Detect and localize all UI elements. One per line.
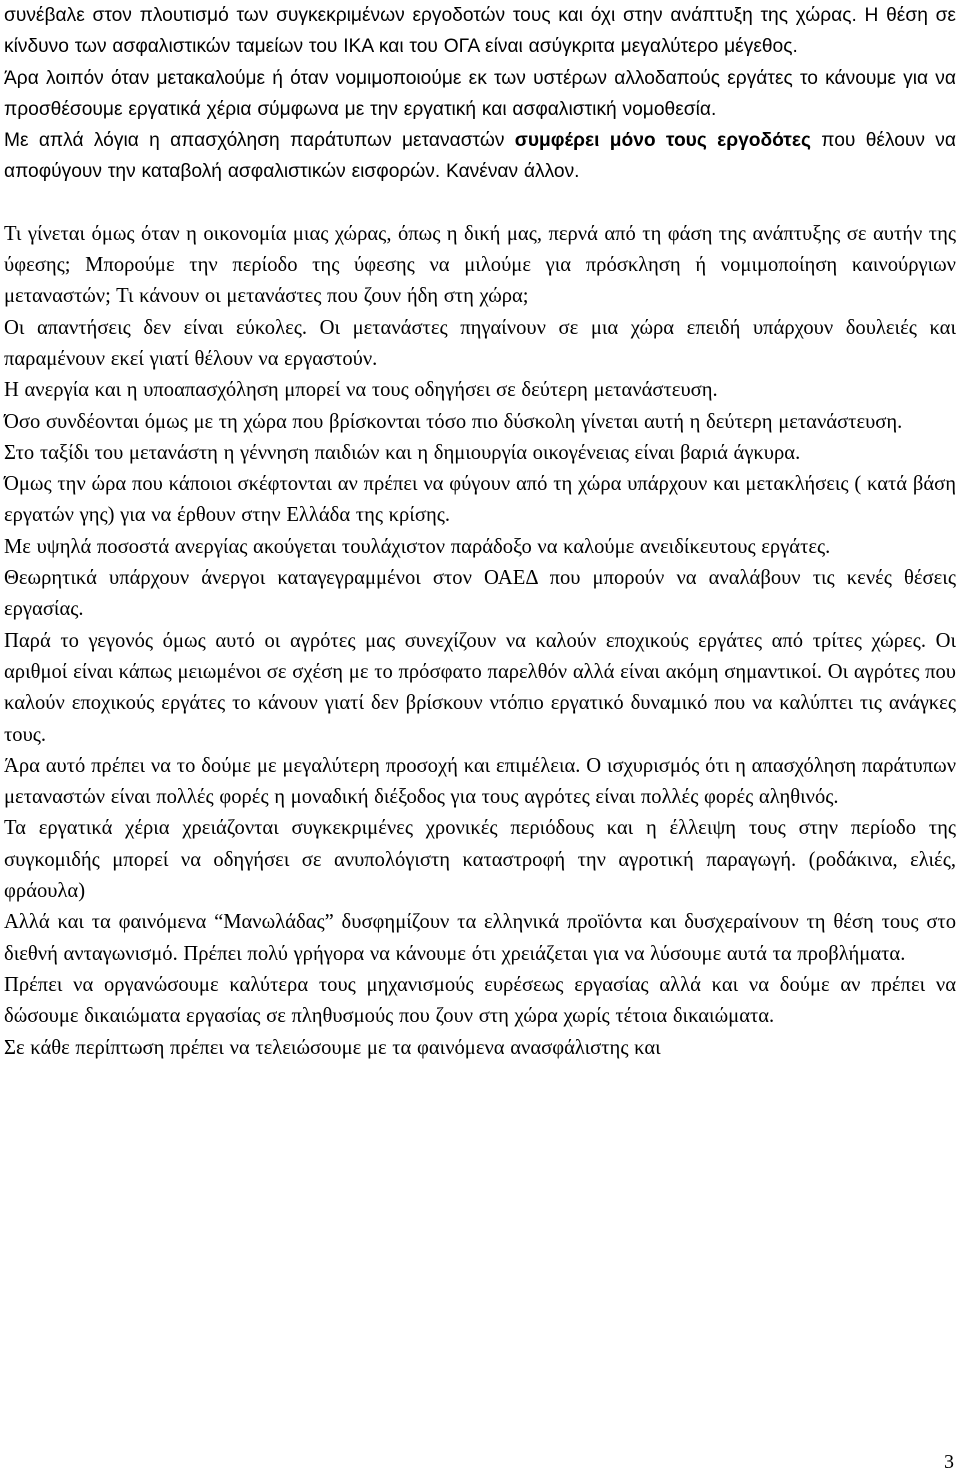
paragraph-17: Σε κάθε περίπτωση πρέπει να τελειώσουμε με τα φαινόμενα ανασφάλιστης και <box>4 1036 661 1059</box>
paragraph-14: Τα εργατικά χέρια χρειάζονται συγκεκριμένες χρονικές περιόδους και η έλλειψη τους στην περίοδο της συγκομιδής μπορεί να οδηγήσει σε ανυπολόγιστη καταστροφή την αγροτική παραγωγή. (ροδάκινα, ελιές, φράουλα) <box>4 817 956 903</box>
paragraph-7: Όσο συνδέονται όμως με τη χώρα που βρίσκονται τόσο πιο δύσκολη γίνεται αυτή η δεύτερη μετανάστευση. <box>4 410 903 433</box>
paragraph-6: Η ανεργία και η υποαπασχόληση μπορεί να τους οδηγήσει σε δεύτερη μετανάστευση. <box>4 379 718 402</box>
paragraph-4: Τι γίνεται όμως όταν η οικονομία μιας χώρας, όπως η δική μας, περνά από τη φάση της ανάπτυξης σε αυτήν της ύφεσης; Μπορούμε την περίοδο της ύφεσης να μιλούμε για πρόσκληση ή νομιμοποίηση καινούργιων μεταναστών; Τι κάνουν οι μετανάστες που ζουν ήδη στη χώρα; <box>4 222 956 308</box>
paragraph-3 <box>4 125 956 188</box>
paragraph-16: Πρέπει να οργανώσουμε καλύτερα τους μηχανισμούς ευρέσεως εργασίας αλλά και να δούμε αν πρέπει να δώσουμε δικαιώματα εργασίας σε πληθυσμούς που ζουν στη χώρα χωρίς τέτοια δικαιώματα. <box>4 973 956 1028</box>
paragraph-3-bold: συμφέρει μόνο τους εργοδότες <box>514 130 811 152</box>
paragraph-2: Άρα λοιπόν όταν μετακαλούμε ή όταν νομιμοποιούμε εκ των υστέρων αλλοδαπούς εργάτες το κάνουμε για να προσθέσουμε εργατικά χέρια σύμφωνα με την εργατική και ασφαλιστική νομοθεσία. <box>4 67 956 120</box>
paragraph-15: Αλλά και τα φαινόμενα “Μανωλάδας” δυσφημίζουν τα ελληνικά προϊόντα και δυσχεραίνουν τη θέση τους στο διεθνή ανταγωνισμό. Πρέπει πολύ γρήγορα να κάνουμε ότι χρειάζεται για να λύσουμε αυτά τα προβλήματα. <box>4 911 956 965</box>
paragraph-12: Παρά το γεγονός όμως αυτό οι αγρότες μας συνεχίζουν να καλούν εποχικούς εργάτες από τρίτες χώρες. Οι αριθμοί είναι κάπως μειωμένοι σε σχέση με το πρόσφατο παρελθόν αλλά είναι ακόμη σημαντικοί. Οι αγρότες που καλούν εποχικούς εργάτες το κάνουν γιατί δεν βρίσκουν ντόπιο εργατικό δυναμικό που να καλύπτει τις ανάγκες τους. <box>4 629 956 746</box>
paragraph-11: Θεωρητικά υπάρχουν άνεργοι καταγεγραμμένοι στον ΟΑΕΔ που μπορούν να αναλάβουν τις κενές θέσεις εργασίας. <box>4 567 956 621</box>
document-body <box>4 0 956 1064</box>
paragraph-3-start: Με απλά λόγια η απασχόληση παράτυπων μεταναστών <box>4 130 515 152</box>
paragraph-3-end: που θέλουν να αποφύγουν την καταβολή ασφαλιστικών εισφορών. Κανέναν άλλον. <box>4 130 956 183</box>
paragraph-10: Με υψηλά ποσοστά ανεργίας ακούγεται τουλάχιστον παράδοξο να καλούμε ανειδίκευτους εργάτες. <box>4 535 831 558</box>
paragraph-9: Όμως την ώρα που κάποιοι σκέφτονται αν πρέπει να φύγουν από τη χώρα υπάρχουν και μετακλήσεις ( κατά βάση εργατών γης) για να έρθουν στην Ελλάδα της κρίσης. <box>4 473 956 527</box>
paragraph-13: Άρα αυτό πρέπει να το δούμε με μεγαλύτερη προσοχή και επιμέλεια. Ο ισχυρισμός ότι η απασχόληση παράτυπων μεταναστών είναι πολλές φορές η μοναδική διέξοδος για τους αγρότες είναι πολλές φορές αληθινός. <box>4 754 956 809</box>
paragraph-1: συνέβαλε στον πλουτισμό των συγκεκριμένων εργοδοτών τους και όχι στην ανάπτυξη της χώρας. Η θέση σε κίνδυνο των ασφαλιστικών ταμείων του ΙΚΑ και του ΟΓΑ είναι ασύγκριτα μεγαλύτερο μέγεθος. <box>4 5 956 58</box>
page-number: 3 <box>944 1451 954 1473</box>
paragraph-8: Στο ταξίδι του μετανάστη η γέννηση παιδιών και η δημιουργία οικογένειας είναι βαριά άγκυρα. <box>4 441 801 464</box>
paragraph-5: Οι απαντήσεις δεν είναι εύκολες. Οι μετανάστες πηγαίνουν σε μια χώρα επειδή υπάρχουν δουλειές και παραμένουν εκεί γιατί θέλουν να εργαστούν. <box>4 316 956 370</box>
